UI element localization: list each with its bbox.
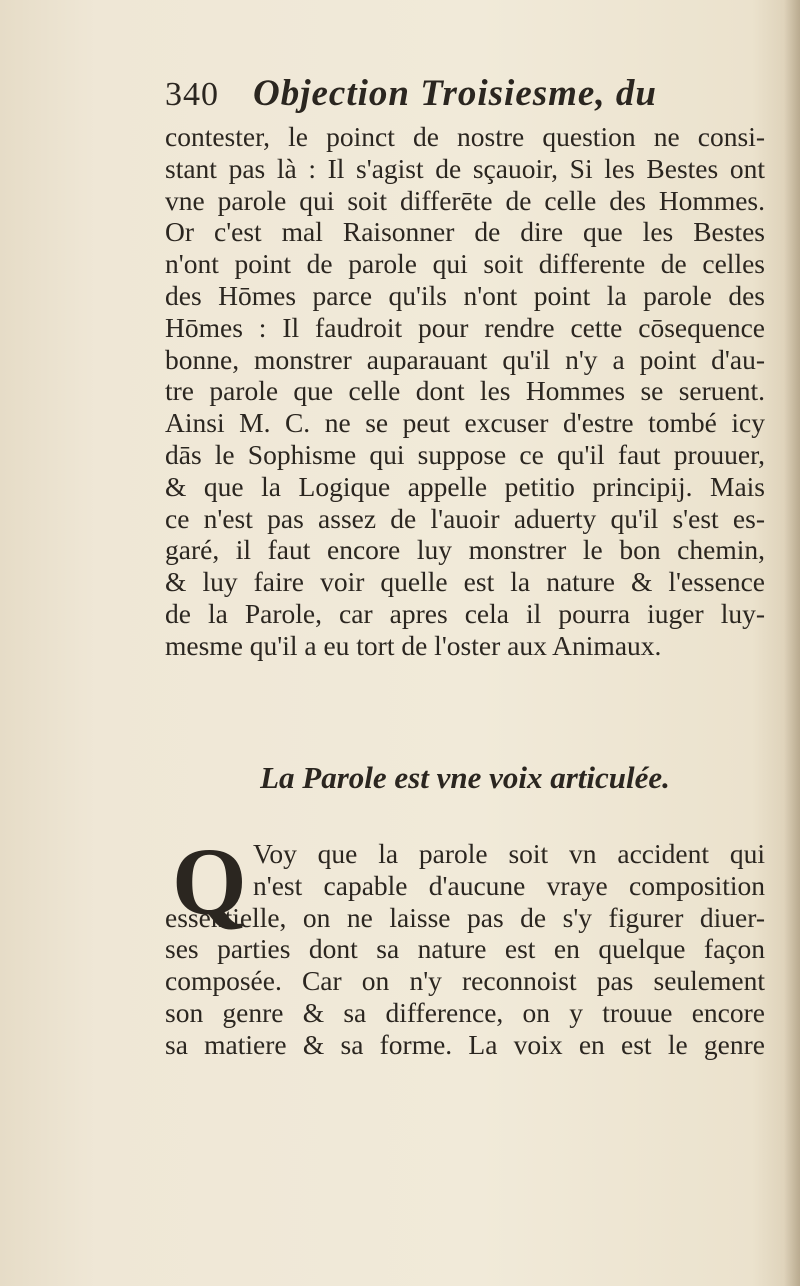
page-header xyxy=(165,72,765,120)
text-line: ce n'est pas assez de l'auoir aduerty qu'il s'est es- xyxy=(165,502,765,534)
paragraph-1 xyxy=(165,121,765,662)
text-line: essentielle, on ne laisse pas de s'y figurer diuer- xyxy=(165,901,765,933)
text-line: Hōmes : Il faudroit pour rendre cette cōsequence xyxy=(165,311,765,343)
text-line: de la Parole, car apres cela il pourra iuger luy- xyxy=(165,597,765,629)
text-line: Voy que la parole soit vn accident qui xyxy=(253,838,765,869)
text-line: garé, il faut encore luy monstrer le bon chemin, xyxy=(165,534,765,566)
text-line: & luy faire voir quelle est la nature & l'essence xyxy=(165,566,765,598)
text-line: dās le Sophisme qui suppose ce qu'il faut prouuer, xyxy=(165,438,765,470)
text-line: sa matiere & sa forme. La voix en est le genre xyxy=(165,1028,765,1060)
text-line: n'est capable d'aucune vraye composition xyxy=(253,869,765,901)
text-line: stant pas là : Il s'agist de sçauoir, Si les Bestes ont xyxy=(165,152,765,184)
section-heading: La Parole est vne voix articulée. xyxy=(260,760,670,795)
running-title: Objection Troisiesme, du xyxy=(253,73,657,114)
drop-cap: Q xyxy=(172,828,247,935)
text-line: bonne, monstrer auparauant qu'il n'y a point d'au- xyxy=(165,343,765,375)
paragraph-2 xyxy=(165,838,765,1061)
text-line: Ainsi M. C. ne se peut excuser d'estre tombé icy xyxy=(165,407,765,439)
text-line: ses parties dont sa nature est en quelque façon xyxy=(165,933,765,965)
text-line: son genre & sa difference, on y trouue encore xyxy=(165,996,765,1028)
text-line: mesme qu'il a eu tort de l'oster aux Animaux. xyxy=(165,629,662,661)
page-edge-shadow xyxy=(784,0,800,1286)
text-line: tre parole que celle dont les Hommes se seruent. xyxy=(165,375,765,407)
text-line: Or c'est mal Raisonner de dire que les Bestes xyxy=(165,216,765,248)
page-number: 340 xyxy=(165,76,219,113)
text-line: contester, le poinct de nostre question ne consi- xyxy=(165,121,765,152)
text-line: des Hōmes parce qu'ils n'ont point la parole des xyxy=(165,279,765,311)
text-line: & que la Logique appelle petitio principij. Mais xyxy=(165,470,765,502)
text-line: n'ont point de parole qui soit differente de celles xyxy=(165,248,765,280)
text-line: vne parole qui soit differēte de celle des Hommes. xyxy=(165,184,765,216)
text-line: composée. Car on n'y reconnoist pas seulement xyxy=(165,965,765,997)
